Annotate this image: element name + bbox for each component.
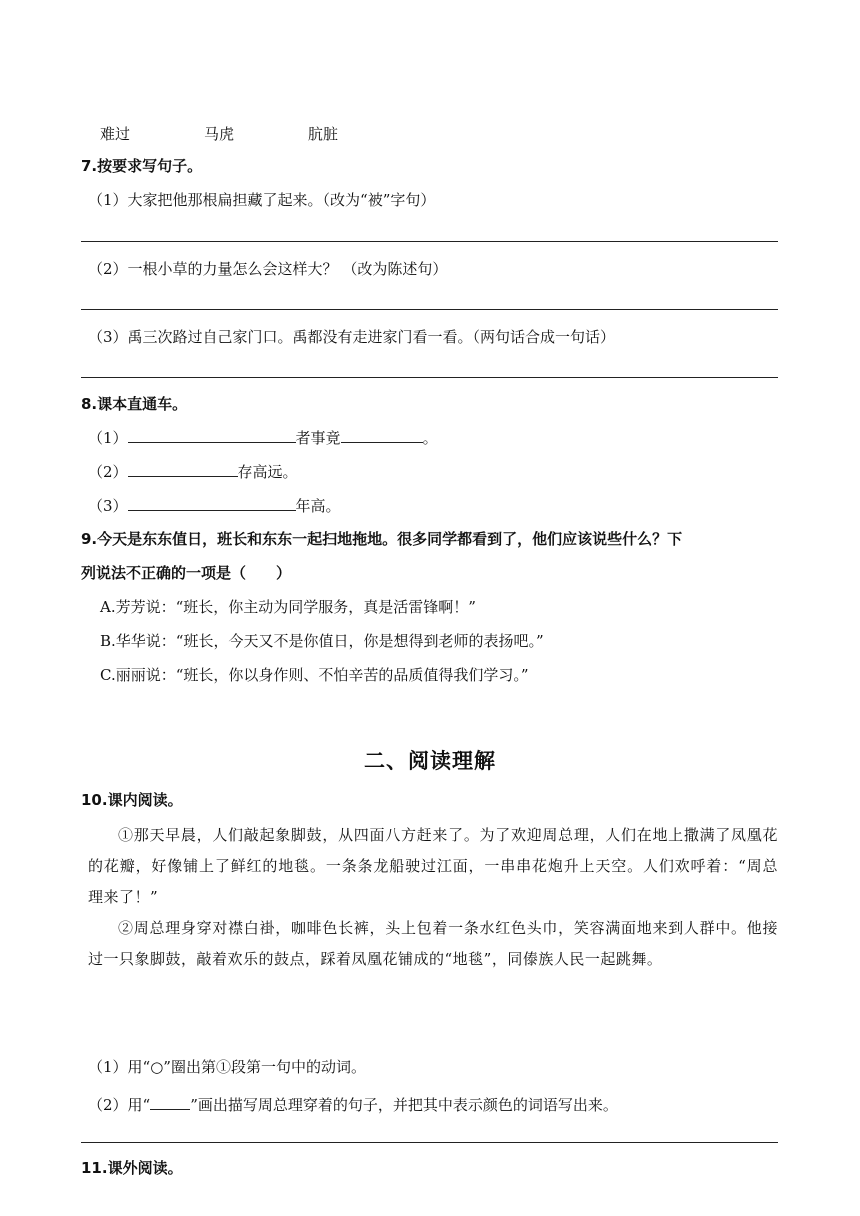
q9-heading-line-2: 列说法不正确的一项是（ ） bbox=[81, 564, 292, 582]
section-title: 二、阅读理解 bbox=[364, 749, 496, 773]
answer-line bbox=[81, 1142, 778, 1143]
q10-sub-1: （1）用“○”圈出第①段第一句中的动词。 bbox=[88, 1058, 366, 1076]
q8-item-3 bbox=[88, 495, 341, 516]
q8-item-2-end: 存高远。 bbox=[237, 463, 298, 481]
q6-word-3: 肮脏 bbox=[308, 125, 339, 143]
q9-heading-line-1: 9.今天是东东值日，班长和东东一起扫地拖地。很多同学都看到了，他们应该说些什么？下 bbox=[81, 530, 683, 548]
q8-item-2 bbox=[88, 461, 298, 482]
q8-item-1 bbox=[88, 427, 438, 448]
fill-blank[interactable] bbox=[128, 427, 296, 443]
fill-blank[interactable] bbox=[341, 427, 423, 443]
q8-item-3-prefix: （3） bbox=[88, 497, 128, 515]
q8-item-1-mid: 者事竟 bbox=[295, 429, 341, 447]
answer-line bbox=[81, 309, 778, 310]
q8-item-1-prefix: （1） bbox=[88, 429, 128, 447]
q9-option-c: C.丽丽说：“班长，你以身作则、不怕辛苦的品质值得我们学习。” bbox=[100, 666, 529, 684]
q7-item-2: （2）一根小草的力量怎么会这样大？ （改为陈述句） bbox=[88, 260, 448, 278]
q7-item-1: （1）大家把他那根扁担藏了起来。（改为“被”字句） bbox=[88, 191, 436, 209]
q9-option-a: A.芳芳说：“班长，你主动为同学服务，真是活雷锋啊！” bbox=[100, 598, 476, 616]
q6-word-2: 马虎 bbox=[204, 125, 235, 143]
q6-word-1: 难过 bbox=[100, 125, 131, 143]
fill-blank[interactable] bbox=[128, 495, 296, 511]
q10-sub-2-prefix: （2）用“ bbox=[88, 1096, 151, 1114]
q8-item-1-end: 。 bbox=[422, 429, 438, 447]
answer-line bbox=[81, 377, 778, 378]
q7-heading: 7.按要求写句子。 bbox=[81, 157, 203, 175]
q10-heading: 10.课内阅读。 bbox=[81, 791, 183, 809]
q10-sub-2-suffix: ”画出描写周总理穿着的句子，并把其中表示颜色的词语写出来。 bbox=[190, 1096, 618, 1114]
q10-paragraph-1: ①那天早晨，人们敲起象脚鼓，从四面八方赶来了。为了欢迎周总理，人们在地上撒满了凤凰花的花瓣，好像铺上了鲜红的地毯。一条条龙船驶过江面，一串串花炮升上天空。人们欢呼着：“周总理来了！” bbox=[88, 826, 778, 906]
q11-heading: 11.课外阅读。 bbox=[81, 1159, 183, 1177]
q8-heading: 8.课本直通车。 bbox=[81, 395, 188, 413]
q7-item-3: （3）禹三次路过自己家门口。禹都没有走进家门看一看。（两句话合成一句话） bbox=[88, 328, 616, 346]
underline-sample bbox=[150, 1094, 190, 1110]
q8-item-2-prefix: （2） bbox=[88, 463, 128, 481]
fill-blank[interactable] bbox=[128, 461, 238, 477]
answer-line bbox=[81, 241, 778, 242]
q10-paragraph-2: ②周总理身穿对襟白褂，咖啡色长裤，头上包着一条水红色头巾，笑容满面地来到人群中。他接过一只象脚鼓，敲着欢乐的鼓点，踩着凤凰花铺成的“地毯”，同傣族人民一起跳舞。 bbox=[88, 919, 778, 968]
q8-item-3-end: 年高。 bbox=[295, 497, 341, 515]
q10-sub-2 bbox=[88, 1094, 618, 1115]
q9-option-b: B.华华说：“班长，今天又不是你值日，你是想得到老师的表扬吧。” bbox=[100, 632, 544, 650]
